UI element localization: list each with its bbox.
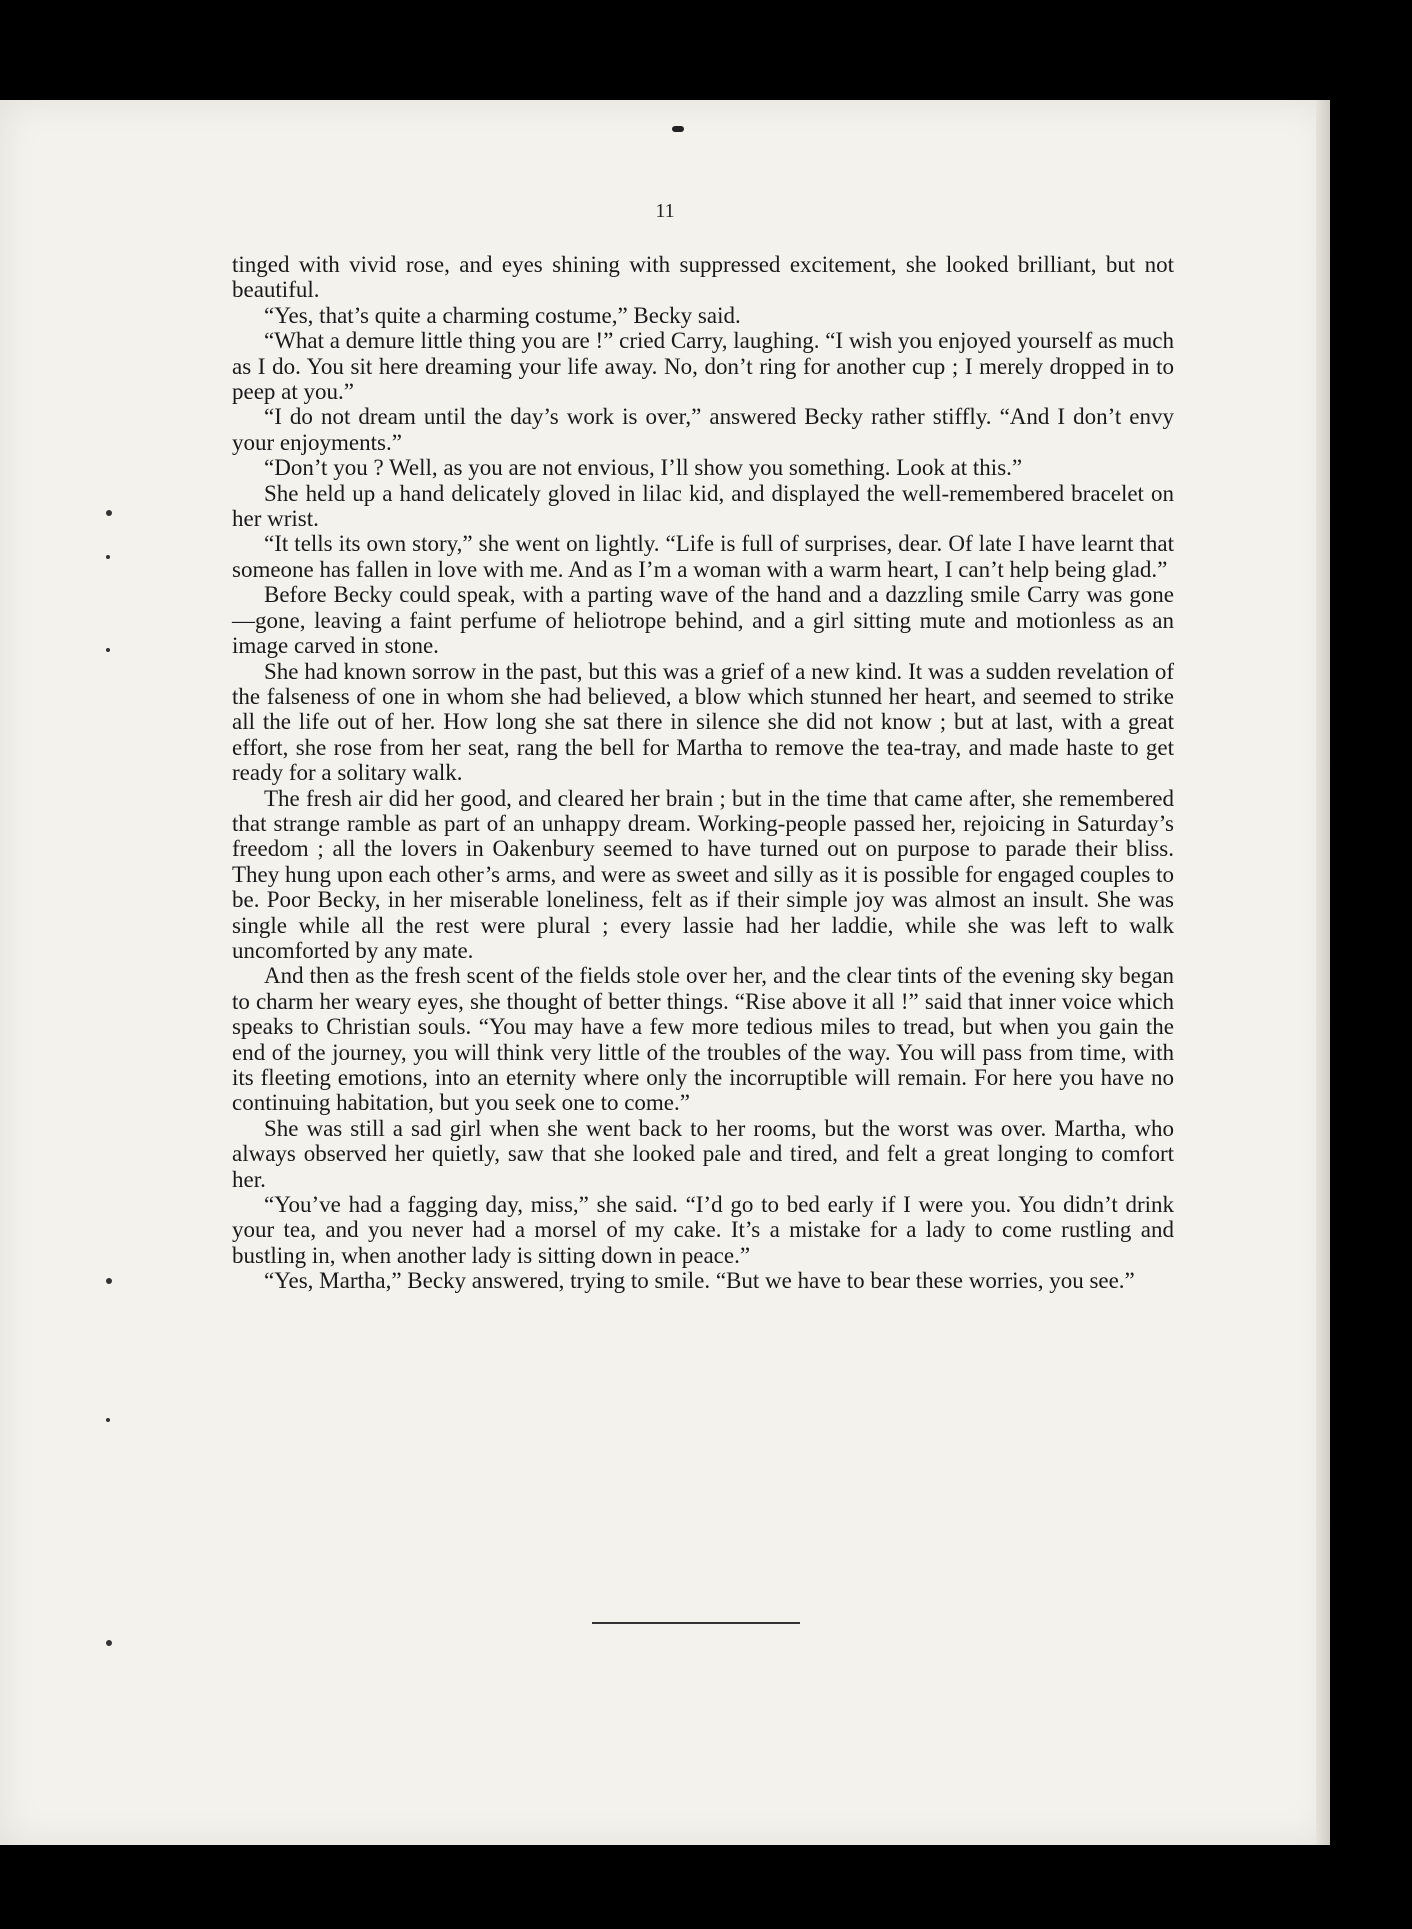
paragraph: She held up a hand delicately gloved in lilac kid, and displayed the well-remembered bracelet on her wrist. xyxy=(232,480,1174,532)
scan-mark xyxy=(672,126,684,132)
book-page xyxy=(0,100,1330,1845)
margin-dot xyxy=(106,1418,110,1422)
margin-dot xyxy=(106,510,112,516)
end-rule xyxy=(592,1622,800,1624)
page-number: 11 xyxy=(655,200,675,222)
margin-dot xyxy=(106,648,110,652)
page-body-text xyxy=(232,252,1174,1294)
paragraph: Before Becky could speak, with a parting wave of the hand and a dazzling smile Carry was gone—gone, leaving a faint perfume of heliotrope behind, and a girl sitting mute and motionless as an image carved in stone. xyxy=(232,582,1174,659)
paragraph: And then as the fresh scent of the fields stole over her, and the clear tints of the evening sky began to charm her weary eyes, she thought of better things. “Rise above it all !” said that inner voice which speaks to Christian souls. “You may have a few more tedious miles to tread, but when you gain the end of the journey, you will think very little of the troubles of the way. You will pass from time, with its fleeting emotions, into an eternity where only the incorruptible will remain. For here you have no continuing habitation, but you seek one to come.” xyxy=(232,963,1174,1116)
paragraph: “It tells its own story,” she went on lightly. “Life is full of surprises, dear. Of late I have learnt that someone has fallen in love with me. And as I’m a woman with a warm heart, I can’t help being glad.” xyxy=(232,531,1174,582)
margin-dot xyxy=(106,555,110,559)
paragraph: She was still a sad girl when she went back to her rooms, but the worst was over. Martha, who always observed her quietly, saw that she looked pale and tired, and felt a great longing to comfort her. xyxy=(232,1115,1174,1192)
paragraph: “Yes, Martha,” Becky answered, trying to smile. “But we have to bear these worries, you see.” xyxy=(264,1268,1135,1294)
paragraph: “I do not dream until the day’s work is over,” answered Becky rather stiffly. “And I don’t envy your enjoyments.” xyxy=(232,404,1174,455)
paragraph: The fresh air did her good, and cleared her brain ; but in the time that came after, she remembered that strange ramble as part of an unhappy dream. Working-people passed her, rejoicing in Saturday’s freedom ; all the lovers in Oakenbury seemed to have turned out on purpose to parade their bliss. They hung upon each other’s arms, and were as sweet and silly as it is possible for engaged couples to be. Poor Becky, in her miserable loneliness, felt as if their simple joy was almost an insult. She was single while all the rest were plural ; every lassie had her laddie, while she was left to walk uncomforted by any mate. xyxy=(232,785,1174,963)
margin-dot xyxy=(106,1278,112,1284)
paragraph: “What a demure little thing you are !” cried Carry, laughing. “I wish you enjoyed yourself as much as I do. You sit here dreaming your life away. No, don’t ring for another cup ; I merely dropped in to peep at you.” xyxy=(232,328,1174,405)
paragraph: “Don’t you ? Well, as you are not envious, I’ll show you something. Look at this.” xyxy=(264,455,1023,481)
margin-dot xyxy=(106,1640,112,1646)
paragraph: tinged with vivid rose, and eyes shining with suppressed excitement, she looked brilliant, but not beautiful. xyxy=(232,252,1174,303)
paragraph: “Yes, that’s quite a charming costume,” Becky said. xyxy=(264,302,741,328)
page-edge xyxy=(1316,100,1330,1845)
paragraph: She had known sorrow in the past, but this was a grief of a new kind. It was a sudden revelation of the falseness of one in whom she had believed, a blow which stunned her heart, and seemed to strike all the life out of her. How long she sat there in silence she did not know ; but at last, with a great effort, she rose from her seat, rang the bell for Martha to remove the tea-tray, and made haste to get ready for a solitary walk. xyxy=(232,658,1174,786)
paragraph: “You’ve had a fagging day, miss,” she said. “I’d go to bed early if I were you. You didn’t drink your tea, and you never had a morsel of my cake. It’s a mistake for a lady to come rustling and bustling in, when another lady is sitting down in peace.” xyxy=(232,1192,1174,1268)
